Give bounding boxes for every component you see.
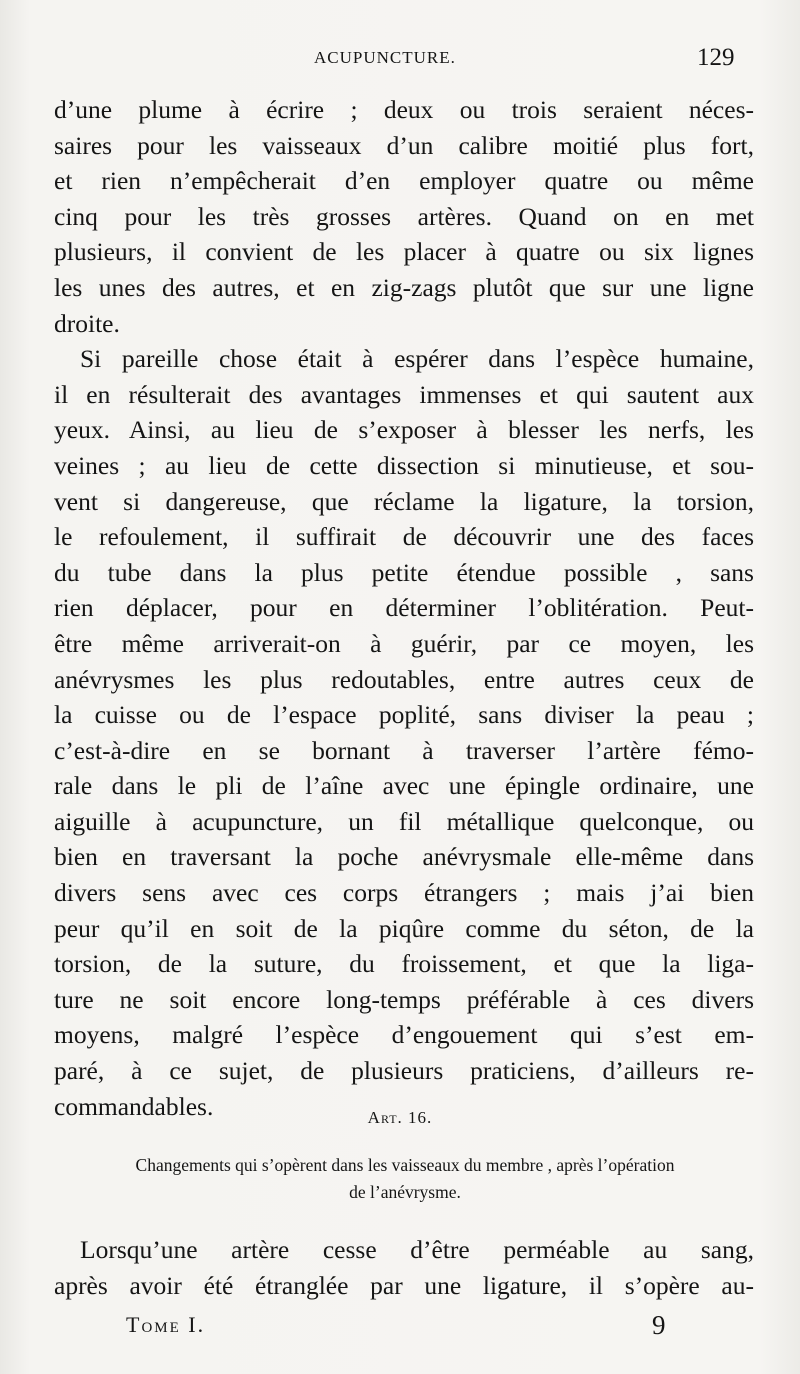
text-line: d’une plume à écrire ; deux ou trois seraient néces- bbox=[54, 95, 754, 124]
text-line: il en résulterait des avantages immenses et qui sautent aux bbox=[54, 379, 754, 409]
text-line: cinq pour les très grosses artères. Quand on en met bbox=[54, 201, 754, 231]
text-line: aiguille à acupuncture, un fil métallique quelconque, ou bbox=[54, 806, 754, 836]
text-line: peur qu’il en soit de la piqûre comme du séton, de la bbox=[54, 913, 754, 943]
page-footer bbox=[0, 1312, 800, 1352]
text-line: ture ne soit encore long-temps préférable à ces divers bbox=[54, 984, 754, 1014]
text-line: bien en traversant la poche anévrysmale elle-même dans bbox=[54, 842, 754, 872]
main-text-block bbox=[54, 92, 754, 1124]
section-title-line: de l’anévrysme. bbox=[349, 1182, 461, 1202]
article-heading: Art. 16. bbox=[367, 1108, 433, 1127]
text-line: après avoir été étranglée par une ligature, il s’opère au- bbox=[54, 1270, 754, 1300]
volume-signature: Tome I. bbox=[126, 1312, 206, 1337]
text-line: droite. bbox=[54, 308, 120, 338]
text-line: la cuisse ou de l’espace poplité, sans diviser la peau ; bbox=[54, 700, 754, 730]
text-line: Si pareille chose était à espérer dans l’espèce humaine, bbox=[80, 344, 754, 374]
text-line: et rien n’empêcherait d’en employer quatre ou même bbox=[54, 166, 754, 196]
text-line: les unes des autres, et en zig-zags plutôt que sur une ligne bbox=[54, 272, 754, 302]
text-line: rale dans le pli de l’aîne avec une épingle ordinaire, une bbox=[54, 771, 754, 801]
text-line: le refoulement, il suffirait de découvrir une des faces bbox=[54, 522, 754, 552]
page-number: 129 bbox=[697, 44, 735, 71]
text-line: divers sens avec ces corps étrangers ; mais j’ai bien bbox=[54, 878, 754, 908]
text-line: plusieurs, il convient de les placer à quatre ou six lignes bbox=[54, 237, 754, 267]
text-line: paré, à ce sujet, de plusieurs praticiens, d’ailleurs re- bbox=[54, 1056, 754, 1086]
text-line: anévrysmes les plus redoutables, entre autres ceux de bbox=[54, 664, 754, 694]
text-line: torsion, de la suture, du froissement, et que la liga- bbox=[54, 949, 754, 979]
text-line: veines ; au lieu de cette dissection si minutieuse, et sou- bbox=[54, 450, 754, 480]
signature-number: 9 bbox=[652, 1310, 666, 1340]
running-head bbox=[0, 44, 800, 74]
text-line: yeux. Ainsi, au lieu de s’exposer à blesser les nerfs, les bbox=[54, 415, 754, 445]
text-line: saires pour les vaisseaux d’un calibre moitié plus fort, bbox=[54, 130, 754, 160]
text-line: c’est-à-dire en se bornant à traverser l’artère fémo- bbox=[54, 735, 754, 765]
section-title bbox=[54, 1152, 756, 1206]
text-line: rien déplacer, pour en déterminer l’oblitération. Peut- bbox=[54, 593, 754, 623]
running-title: ACUPUNCTURE. bbox=[314, 48, 456, 67]
section-title-line: Changements qui s’opèrent dans les vaisseaux du membre , après l’opération bbox=[135, 1155, 675, 1175]
section-text-block bbox=[54, 1232, 754, 1303]
text-line: vent si dangereuse, que réclame la ligature, la torsion, bbox=[54, 486, 754, 516]
text-line: Lorsqu’une artère cesse d’être perméable au sang, bbox=[80, 1235, 754, 1264]
text-line: commandables. bbox=[54, 1091, 214, 1121]
text-line: moyens, malgré l’espèce d’engouement qui s’est em- bbox=[54, 1020, 754, 1050]
text-line: être même arriverait-on à guérir, par ce moyen, les bbox=[54, 628, 754, 658]
text-line: du tube dans la plus petite étendue possible , sans bbox=[54, 557, 754, 587]
